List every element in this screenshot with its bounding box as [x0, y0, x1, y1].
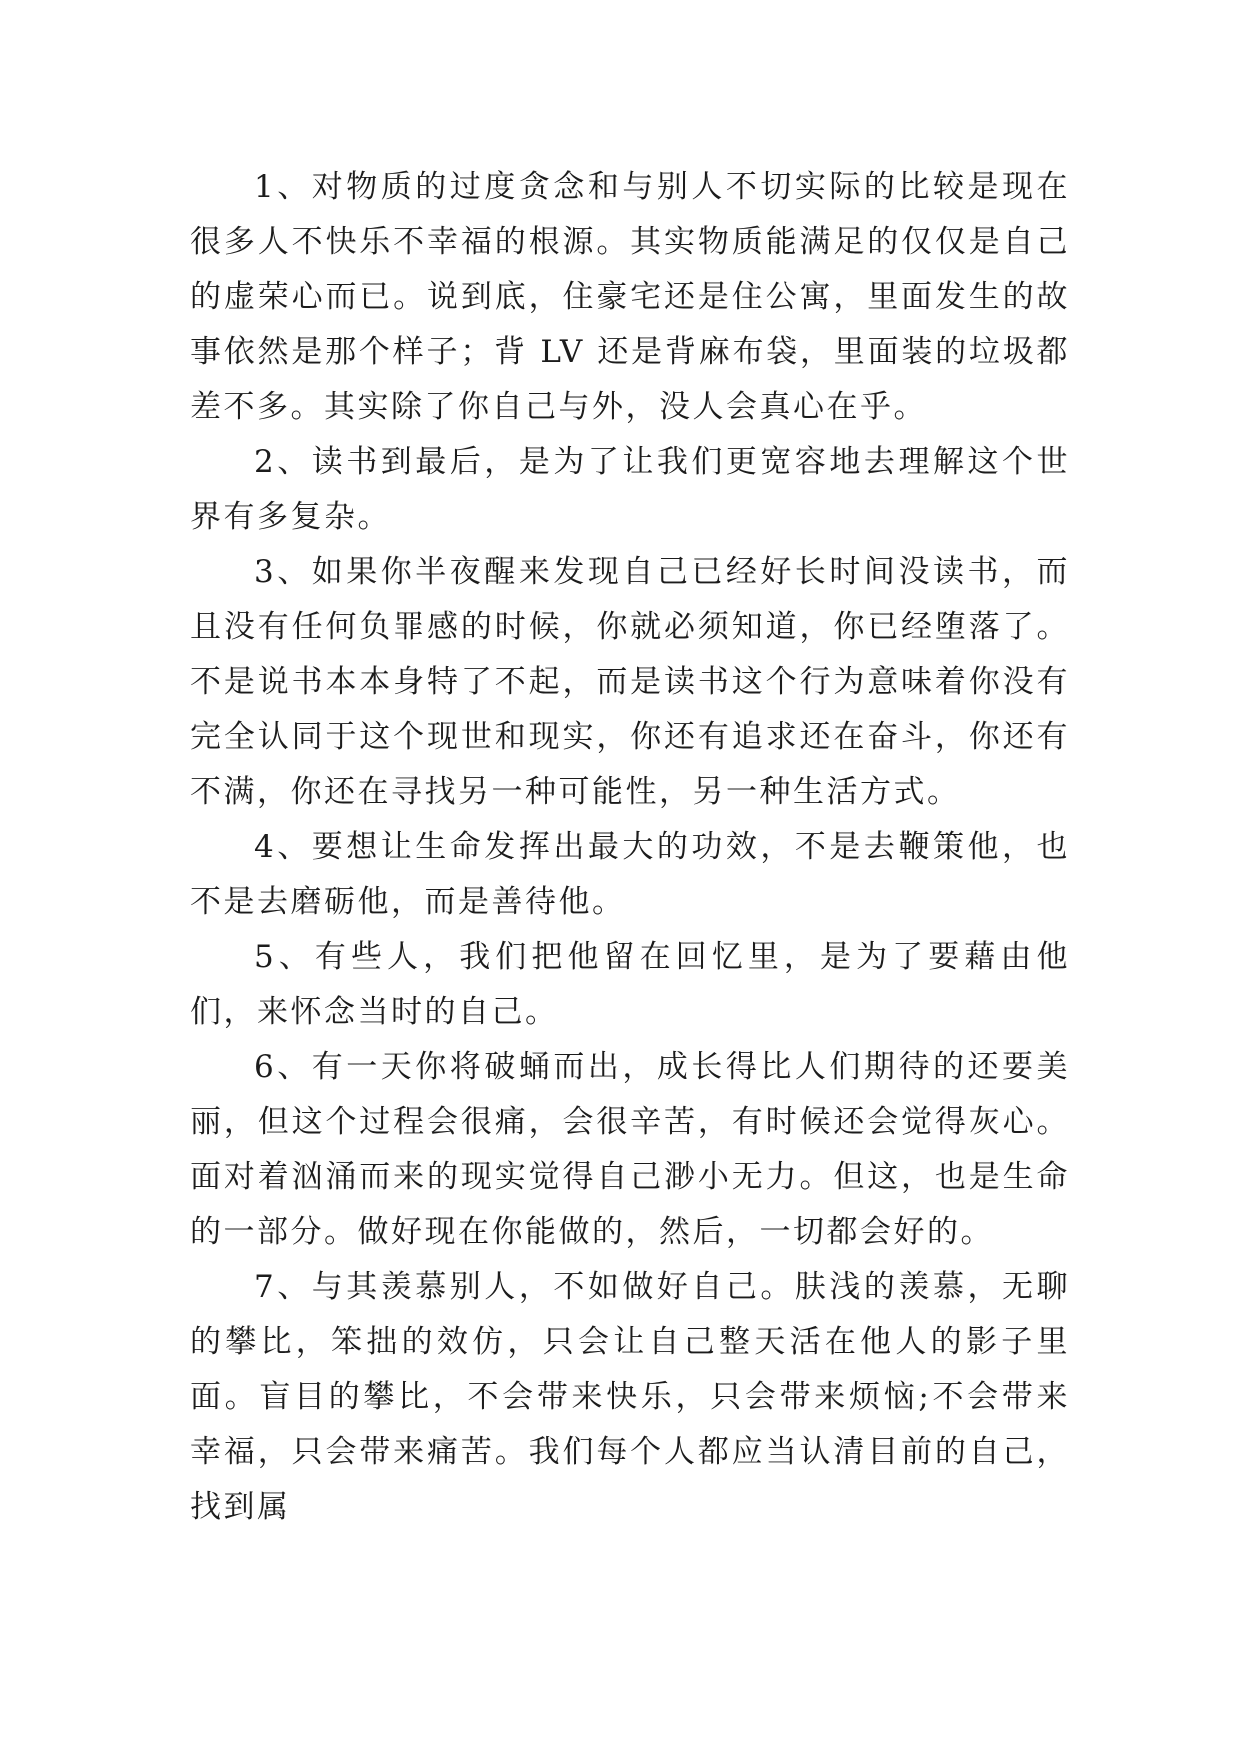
paragraph-4: 4、要想让生命发挥出最大的功效，不是去鞭策他，也不是去磨砺他，而是善待他。	[190, 829, 1070, 920]
paragraph-7: 7、与其羡慕别人，不如做好自己。肤浅的羡慕，无聊的攀比，笨拙的效仿，只会让自己整天活在他人的影子里面。盲目的攀比，不会带来快乐，只会带来烦恼;不会带来幸福，只会带来痛苦。我们每个人都应当认清目前的自己，找到属	[190, 1269, 1070, 1525]
paragraph-1: 1、对物质的过度贪念和与别人不切实际的比较是现在很多人不快乐不幸福的根源。其实物质能满足的仅仅是自己的虚荣心而已。说到底，住豪宅还是住公寓，里面发生的故事依然是那个样子；背 LV 还是背麻布袋，里面装的垃圾都差不多。其实除了你自己与外，没人会真心在乎。	[190, 169, 1070, 425]
paragraph-2: 2、读书到最后，是为了让我们更宽容地去理解这个世界有多复杂。	[190, 444, 1070, 535]
paragraph-6: 6、有一天你将破蛹而出，成长得比人们期待的还要美丽，但这个过程会很痛，会很辛苦，有时候还会觉得灰心。面对着汹涌而来的现实觉得自己渺小无力。但这，也是生命的一部分。做好现在你能做的，然后，一切都会好的。	[190, 1049, 1070, 1250]
paragraph-3: 3、如果你半夜醒来发现自己已经好长时间没读书，而且没有任何负罪感的时候，你就必须知道，你已经堕落了。不是说书本本身特了不起，而是读书这个行为意味着你没有完全认同于这个现世和现实，你还有追求还在奋斗，你还有不满，你还在寻找另一种可能性，另一种生活方式。	[190, 554, 1070, 810]
document-body	[190, 160, 1070, 1535]
paragraph-5: 5、有些人，我们把他留在回忆里，是为了要藉由他们，来怀念当时的自己。	[190, 939, 1070, 1030]
